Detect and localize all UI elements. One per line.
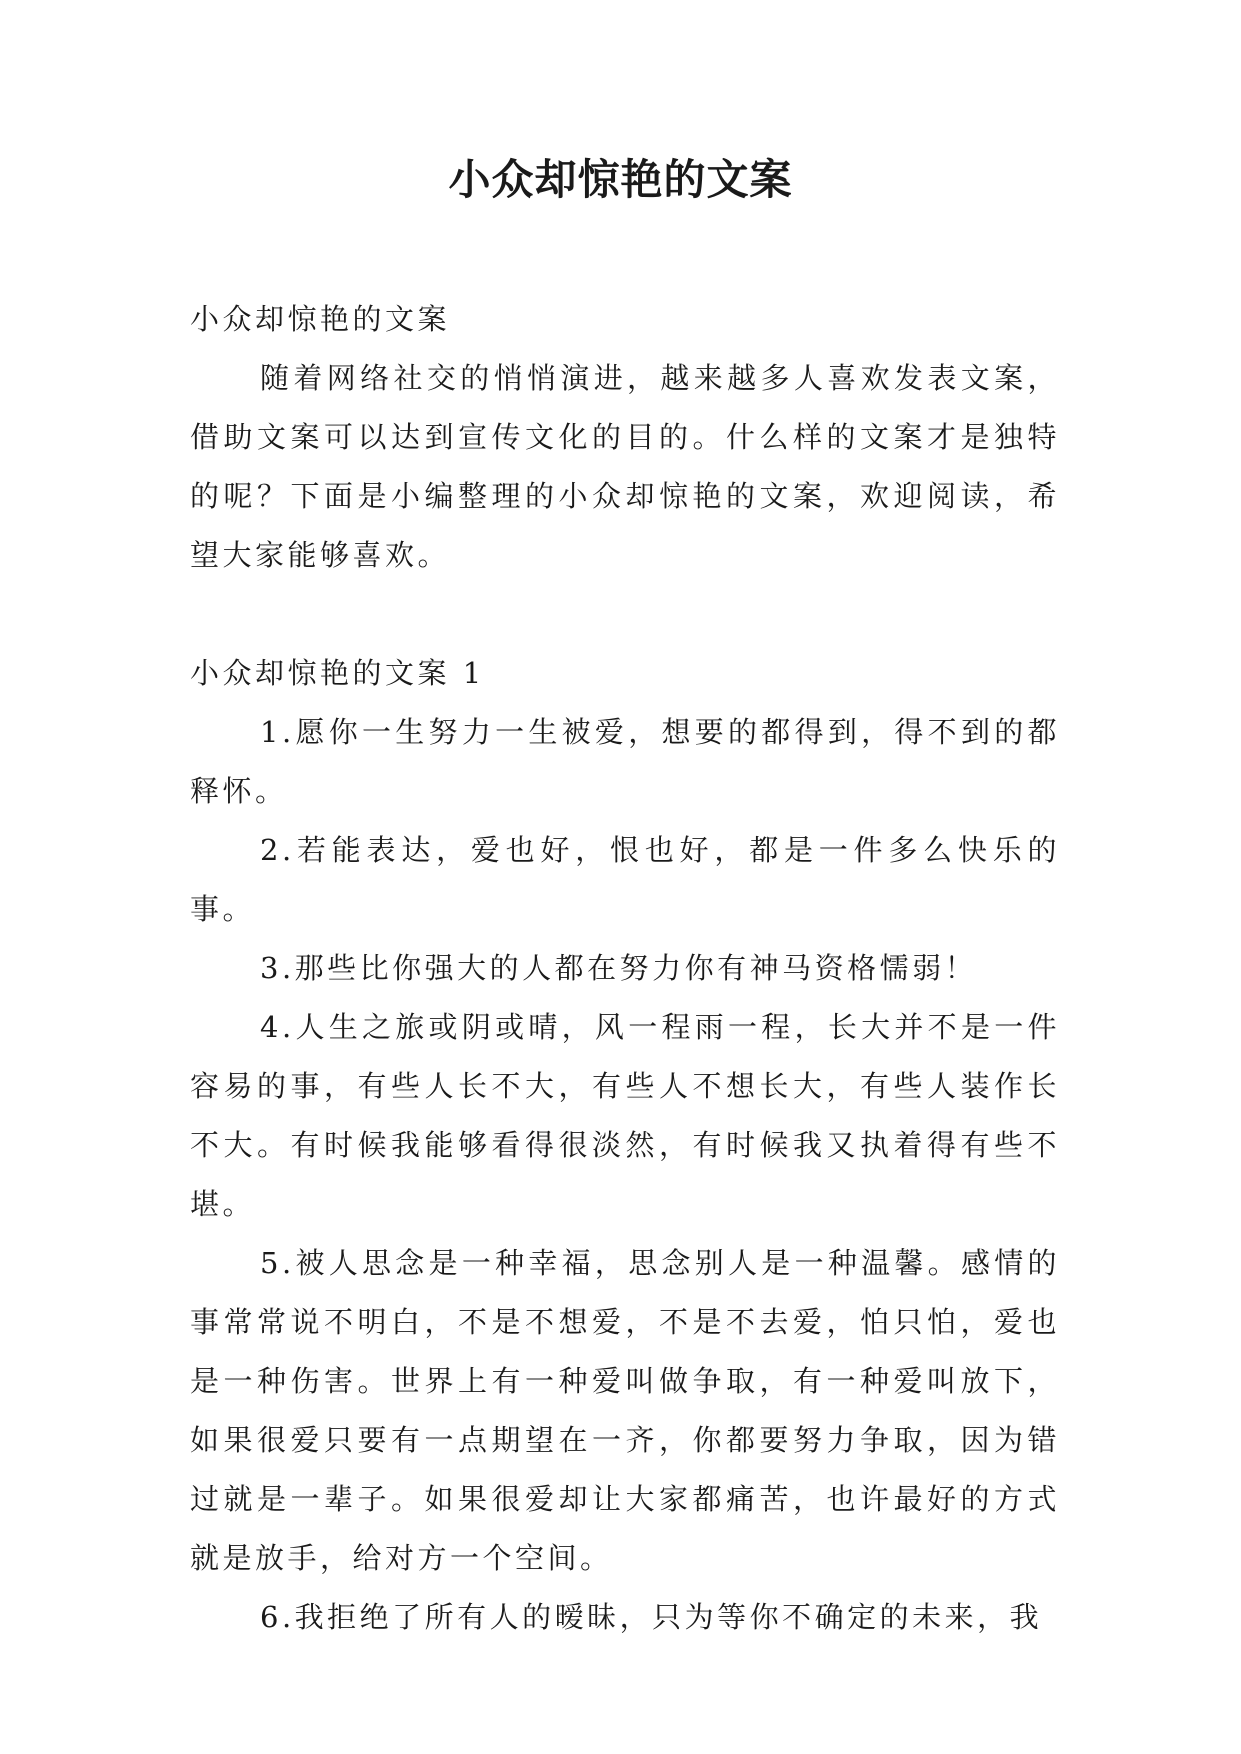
paragraph-spacer <box>190 585 1060 644</box>
list-item: 3.那些比你强大的人都在努力你有神马资格懦弱！ <box>260 951 978 985</box>
section-heading: 小众却惊艳的文案 1 <box>190 656 485 690</box>
document-title: 小众却惊艳的文案 <box>448 155 793 204</box>
list-item: 1.愿你一生努力一生被爱，想要的都得到，得不到的都释怀。 <box>190 715 1060 808</box>
document-body <box>190 290 1060 1647</box>
list-item: 5.被人思念是一种幸福，思念别人是一种温馨。感情的事常常说不明白，不是不想爱，不是不去爱，怕只怕，爱也是一种伤害。世界上有一种爱叫做争取，有一种爱叫放下，如果很爱只要有一点期望在一齐，你都要努力争取，因为错过就是一辈子。如果很爱却让大家都痛苦，也许最好的方式就是放手，给对方一个空间。 <box>190 1246 1060 1575</box>
list-item: 6.我拒绝了所有人的暧昧，只为等你不确定的未来，我 <box>260 1600 1043 1634</box>
list-item: 4.人生之旅或阴或晴，风一程雨一程，长大并不是一件容易的事，有些人长不大，有些人不想长大，有些人装作长不大。有时候我能够看得很淡然，有时候我又执着得有些不堪。 <box>190 1010 1060 1221</box>
document-subtitle: 小众却惊艳的文案 <box>190 302 451 336</box>
intro-paragraph: 随着网络社交的悄悄演进，越来越多人喜欢发表文案，借助文案可以达到宣传文化的目的。什么样的文案才是独特的呢？下面是小编整理的小众却惊艳的文案，欢迎阅读，希望大家能够喜欢。 <box>190 361 1060 572</box>
list-item: 2.若能表达，爱也好，恨也好，都是一件多么快乐的事。 <box>190 833 1060 926</box>
